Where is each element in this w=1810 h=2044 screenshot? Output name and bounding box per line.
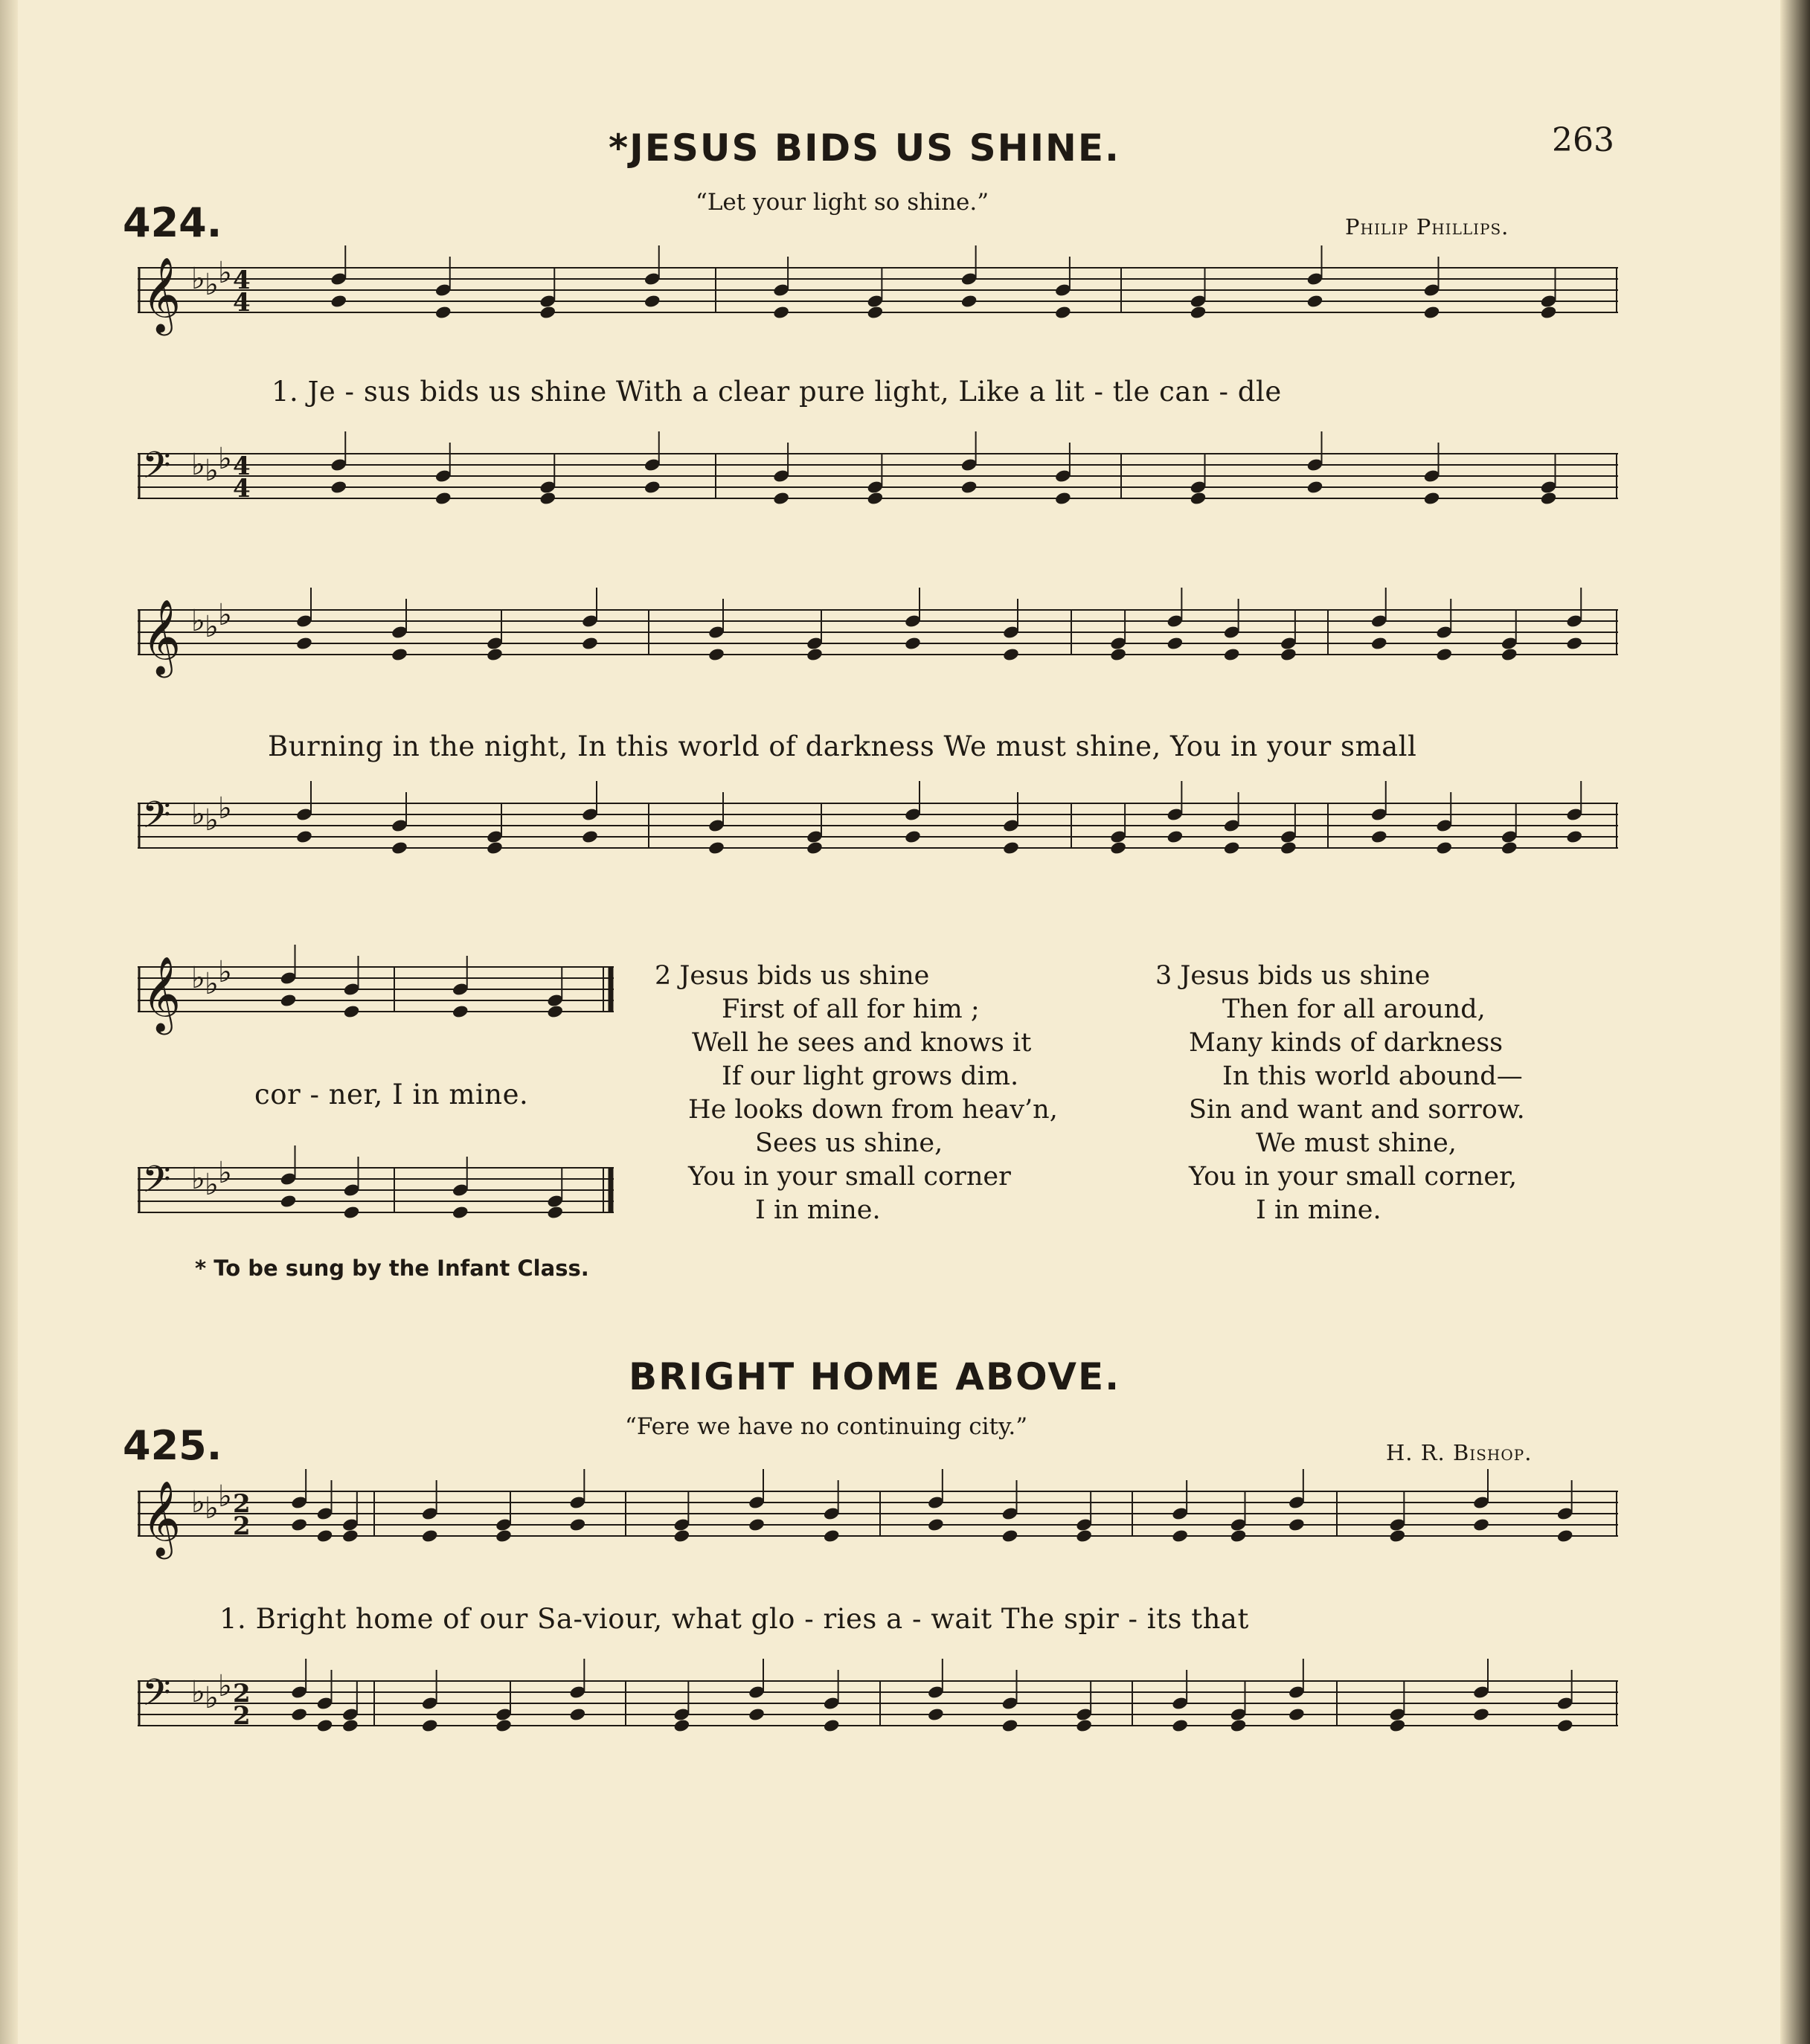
notehead [1288, 1707, 1306, 1722]
hymn-424-lyric-line-3: cor - ner, I in mine. [254, 1079, 529, 1111]
hymn-425-system-1-bass-staff [138, 1666, 1618, 1785]
hymn-424-epigraph: “Let your light so shine.” [696, 189, 989, 216]
notehead [1075, 1529, 1093, 1543]
notehead [341, 1718, 359, 1733]
notehead [1306, 294, 1324, 309]
notehead [1171, 1718, 1189, 1733]
time-signature-bottom: 4 [233, 288, 251, 318]
notehead [391, 647, 408, 662]
notehead [1288, 1517, 1306, 1532]
notehead [867, 305, 885, 320]
notehead [1556, 1718, 1574, 1733]
notehead [1109, 841, 1127, 855]
bass-clef-icon: 𝄢 [142, 794, 171, 846]
notehead [1501, 841, 1518, 855]
hymn-425-composer: H. R. Bishop. [1386, 1440, 1533, 1465]
notehead [495, 1529, 513, 1543]
hymn-424-lyric-line-2: Burning in the night, In this world of darkness We must shine, You in your small [268, 730, 1417, 762]
time-signature-bottom: 2 [233, 1511, 251, 1541]
notehead [1565, 636, 1583, 651]
page-binding-edge [0, 0, 18, 2044]
verse-3-line-3: Many kinds of darkness [1189, 1028, 1503, 1058]
hymn-424-system-2-treble-staff [138, 595, 1618, 714]
notehead [295, 636, 313, 651]
hymn-425-title: BRIGHT HOME ABOVE. [629, 1355, 1121, 1398]
flat-icon: ♭ [191, 1485, 205, 1520]
notehead [421, 1529, 439, 1543]
notehead [330, 480, 347, 495]
verse-2-line-8: I in mine. [755, 1195, 881, 1225]
notehead [546, 1205, 564, 1220]
notehead [1001, 1529, 1019, 1543]
notehead [1230, 1718, 1248, 1733]
page-number: 263 [1552, 121, 1614, 159]
treble-clef-icon: 𝄞 [142, 1479, 182, 1556]
flat-icon: ♭ [191, 604, 205, 638]
flat-icon: ♭ [218, 256, 232, 290]
notehead [1306, 480, 1324, 495]
notehead [772, 305, 790, 320]
hymn-424-verse-2 [655, 960, 1058, 1227]
notehead [1223, 647, 1241, 662]
notehead [280, 993, 298, 1008]
notehead [904, 829, 922, 844]
treble-clef-icon: 𝄞 [142, 598, 182, 675]
notehead [806, 841, 824, 855]
notehead [343, 1004, 361, 1019]
notehead [280, 1194, 298, 1209]
notehead [316, 1718, 334, 1733]
verse-3-line-4: In this world abound— [1222, 1061, 1523, 1091]
flat-icon: ♭ [205, 803, 219, 838]
flat-icon: ♭ [205, 610, 219, 644]
verse-3-line-8: I in mine. [1256, 1195, 1381, 1225]
flat-icon: ♭ [191, 797, 205, 832]
time-signature-bottom: 4 [233, 474, 251, 504]
notehead [546, 1004, 564, 1019]
hymn-424-title: *JESUS BIDS US SHINE. [609, 126, 1121, 170]
notehead [290, 1707, 308, 1722]
flat-icon: ♭ [205, 1491, 219, 1526]
notehead [1171, 1529, 1189, 1543]
flat-icon: ♭ [218, 1479, 232, 1514]
flat-icon: ♭ [191, 961, 205, 995]
notehead [486, 647, 504, 662]
notehead [1370, 829, 1388, 844]
notehead [927, 1707, 945, 1722]
hymn-424-system-2-bass-staff [138, 791, 1618, 870]
notehead [960, 294, 978, 309]
flat-icon: ♭ [205, 1168, 219, 1202]
notehead [806, 647, 824, 662]
time-signature-top: 2 [233, 1679, 251, 1709]
notehead [1075, 1718, 1093, 1733]
notehead [1280, 647, 1297, 662]
notehead [1109, 647, 1127, 662]
notehead [1190, 491, 1207, 506]
notehead [1423, 305, 1441, 320]
hymn-424-system-3-treble-staff [138, 952, 614, 1064]
notehead [1001, 1718, 1019, 1733]
bass-clef-icon: 𝄢 [142, 1671, 171, 1723]
notehead [486, 841, 504, 855]
hymn-424-number: 424. [123, 199, 222, 246]
verse-2-line-6: Sees us shine, [755, 1128, 943, 1158]
notehead [1166, 636, 1184, 651]
notehead [452, 1004, 469, 1019]
bass-clef-icon: 𝄢 [142, 444, 171, 496]
notehead [748, 1707, 766, 1722]
notehead [434, 305, 452, 320]
notehead [1435, 841, 1453, 855]
notehead [1230, 1529, 1248, 1543]
notehead [904, 636, 922, 651]
notehead [569, 1517, 587, 1532]
notehead [341, 1529, 359, 1543]
notehead [1054, 491, 1072, 506]
notehead [539, 491, 556, 506]
notehead [1389, 1529, 1407, 1543]
flat-icon: ♭ [191, 262, 205, 296]
notehead [581, 829, 599, 844]
hymn-424-verse-3 [1155, 960, 1525, 1227]
notehead [1054, 305, 1072, 320]
notehead [1190, 305, 1207, 320]
notehead [391, 841, 408, 855]
verse-2-line-2: First of all for him ; [722, 994, 980, 1024]
hymn-425-system-1-treble-staff [138, 1476, 1618, 1588]
verse-3-line-2: Then for all around, [1222, 994, 1486, 1024]
flat-icon: ♭ [218, 1156, 232, 1190]
hymn-424-footnote: * To be sung by the Infant Class. [195, 1256, 589, 1281]
notehead [434, 491, 452, 506]
notehead [673, 1529, 691, 1543]
flat-icon: ♭ [218, 442, 232, 476]
notehead [1280, 841, 1297, 855]
flat-icon: ♭ [218, 1669, 232, 1703]
notehead [1472, 1517, 1490, 1532]
notehead [316, 1529, 334, 1543]
hymn-424-composer: Philip Phillips. [1345, 214, 1509, 240]
flat-icon: ♭ [205, 1681, 219, 1715]
notehead [867, 491, 885, 506]
verse-2-line-4: If our light grows dim. [722, 1061, 1019, 1091]
time-signature-bottom: 2 [233, 1701, 251, 1731]
notehead [452, 1205, 469, 1220]
verse-2-line-7: You in your small corner [688, 1162, 1011, 1192]
notehead [1540, 491, 1558, 506]
notehead [823, 1529, 841, 1543]
verse-2-line-5: He looks down from heav’n, [688, 1095, 1058, 1125]
notehead [330, 294, 347, 309]
flat-icon: ♭ [191, 1675, 205, 1709]
notehead [960, 480, 978, 495]
page-outer-edge [1780, 0, 1810, 2044]
hymn-424-system-1-treble-staff [138, 253, 1618, 372]
verse-3-line-7: You in your small corner, [1189, 1162, 1518, 1192]
hymn-425-lyric-line-1: 1. Bright home of our Sa-viour, what glo - ries a - wait The spir - its that [219, 1603, 1249, 1635]
flat-icon: ♭ [191, 448, 205, 482]
notehead [1389, 1718, 1407, 1733]
notehead [421, 1718, 439, 1733]
notehead [1370, 636, 1388, 651]
notehead [823, 1718, 841, 1733]
hymn-424-system-3-bass-staff [138, 1153, 614, 1235]
notehead [707, 841, 725, 855]
notehead [644, 480, 661, 495]
flat-icon: ♭ [218, 955, 232, 989]
notehead [1435, 647, 1453, 662]
hymn-425-number: 425. [123, 1422, 222, 1469]
notehead [1223, 841, 1241, 855]
time-signature-top: 4 [233, 266, 251, 295]
notehead [748, 1517, 766, 1532]
notehead [1501, 647, 1518, 662]
verse-3-line-5: Sin and want and sorrow. [1189, 1095, 1525, 1125]
notehead [927, 1517, 945, 1532]
flat-icon: ♭ [218, 791, 232, 826]
treble-clef-icon: 𝄞 [142, 256, 182, 332]
verse-3-line-1: 3 Jesus bids us shine [1155, 961, 1431, 991]
notehead [1540, 305, 1558, 320]
flat-icon: ♭ [218, 598, 232, 632]
notehead [495, 1718, 513, 1733]
time-signature-top: 4 [233, 451, 251, 481]
notehead [644, 294, 661, 309]
notehead [1472, 1707, 1490, 1722]
verse-2-line-1: 2 Jesus bids us shine [655, 961, 930, 991]
notehead [707, 647, 725, 662]
notehead [539, 305, 556, 320]
notehead [343, 1205, 361, 1220]
flat-icon: ♭ [205, 454, 219, 488]
verse-2-line-3: Well he sees and knows it [692, 1028, 1032, 1058]
hymn-425-epigraph: “Fere we have no continuing city.” [625, 1413, 1028, 1440]
notehead [1002, 647, 1020, 662]
notehead [1002, 841, 1020, 855]
hymn-424-system-1-bass-staff [138, 442, 1618, 513]
notehead [290, 1517, 308, 1532]
notehead [1565, 829, 1583, 844]
hymn-424-lyric-line-1: 1. Je - sus bids us shine With a clear pure light, Like a lit - tle can - dle [272, 376, 1282, 408]
flat-icon: ♭ [205, 967, 219, 1001]
notehead [295, 829, 313, 844]
treble-clef-icon: 𝄞 [142, 955, 182, 1032]
notehead [581, 636, 599, 651]
notehead [1166, 829, 1184, 844]
flat-icon: ♭ [205, 268, 219, 302]
verse-3-line-6: We must shine, [1256, 1128, 1457, 1158]
notehead [1423, 491, 1441, 506]
flat-icon: ♭ [191, 1162, 205, 1196]
time-signature-top: 2 [233, 1489, 251, 1519]
notehead [772, 491, 790, 506]
notehead [673, 1718, 691, 1733]
notehead [1556, 1529, 1574, 1543]
bass-clef-icon: 𝄢 [142, 1158, 171, 1210]
notehead [569, 1707, 587, 1722]
